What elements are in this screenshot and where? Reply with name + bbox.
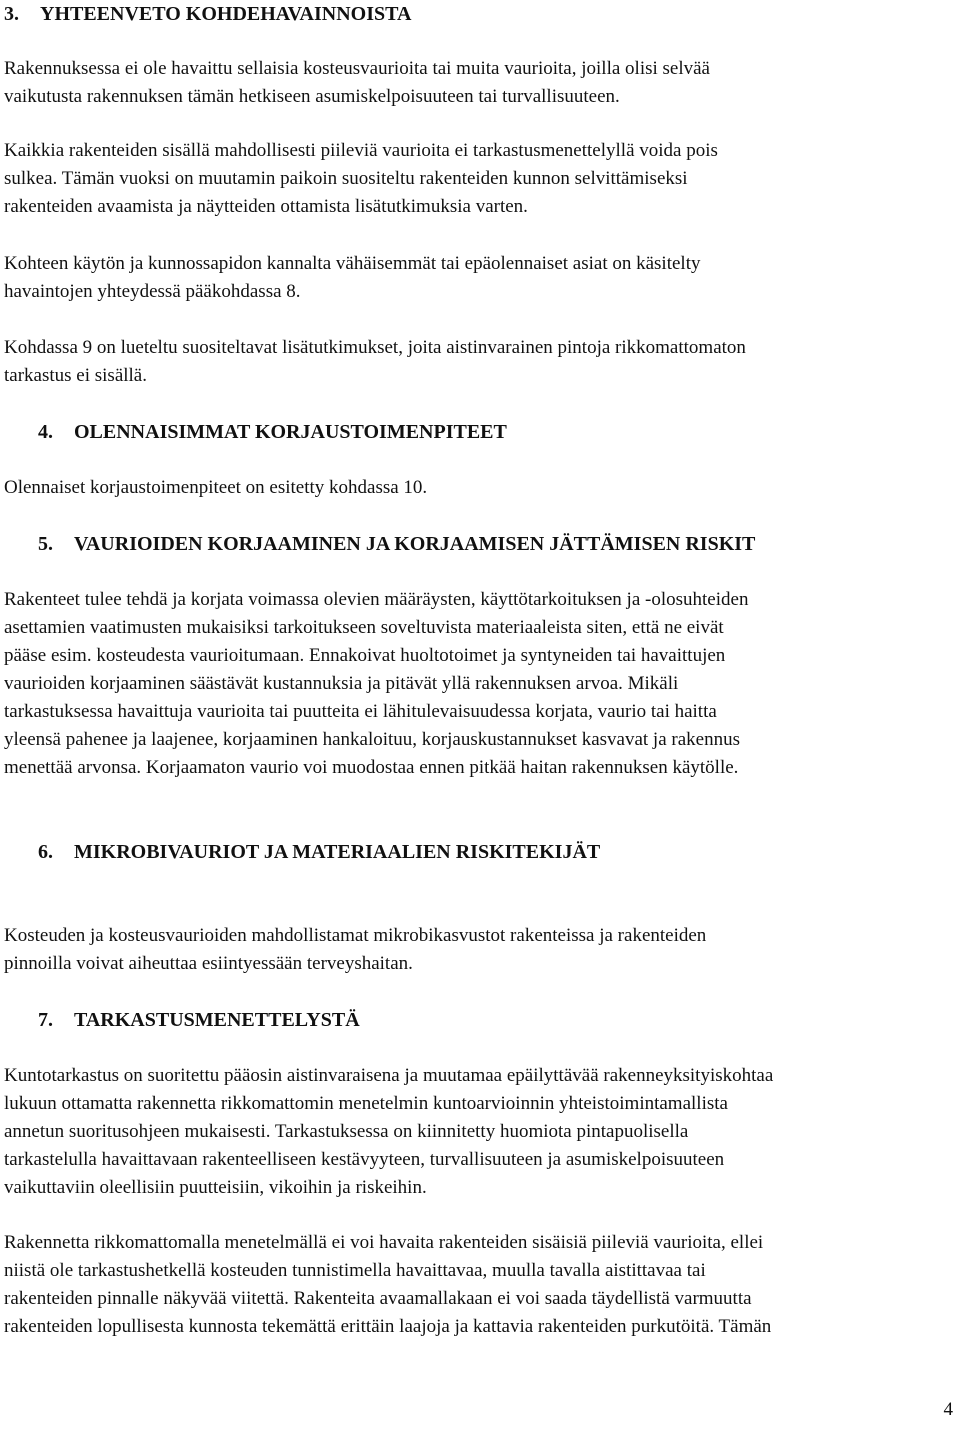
section-6-paragraph-1 bbox=[4, 922, 960, 978]
paragraph-line: sulkea. Tämän vuoksi on muutamin paikoin suositeltu rakenteiden kunnon selvittämiseksi bbox=[4, 168, 688, 189]
section-4-number: 4. bbox=[38, 421, 53, 443]
section-6-title: MIKROBIVAURIOT JA MATERIAALIEN RISKITEKIJÄT bbox=[74, 841, 601, 863]
paragraph-line: havaintojen yhteydessä pääkohdassa 8. bbox=[4, 281, 301, 302]
paragraph-line: Kohdassa 9 on lueteltu suositeltavat lisätutkimukset, joita aistinvarainen pintoja rikkomattomaton bbox=[4, 337, 746, 358]
paragraph-line: tarkastelulla havaittavaan rakenteelliseen kestävyyteen, turvallisuuteen ja asumiskelpoisuuteen bbox=[4, 1149, 725, 1170]
section-7-number: 7. bbox=[38, 1009, 53, 1031]
section-3-title: YHTEENVETO KOHDEHAVAINNOISTA bbox=[40, 3, 412, 25]
section-5-heading bbox=[38, 530, 755, 558]
section-7-heading bbox=[38, 1006, 360, 1034]
paragraph-line: annetun suoritusohjeen mukaisesti. Tarkastuksessa on kiinnitetty huomiota pintapuolisella bbox=[4, 1121, 689, 1142]
section-3-number: 3. bbox=[4, 3, 19, 25]
section-6-number: 6. bbox=[38, 841, 53, 863]
paragraph-line: pääse esim. kosteudesta vaurioitumaan. Ennakoivat huoltotoimet ja syntyneiden tai havaittujen bbox=[4, 645, 726, 666]
paragraph-line: tarkastus ei sisällä. bbox=[4, 365, 147, 386]
section-3-heading bbox=[4, 0, 411, 28]
paragraph-line: vaurioiden korjaaminen säästävät kustannuksia ja pitävät yllä rakennuksen arvoa. Mikäli bbox=[4, 673, 679, 694]
section-7-paragraph-1 bbox=[4, 1062, 960, 1202]
section-7-paragraph-2 bbox=[4, 1229, 960, 1341]
section-5-title: VAURIOIDEN KORJAAMINEN JA KORJAAMISEN JÄTTÄMISEN RISKIT bbox=[74, 533, 756, 555]
paragraph-line: Rakennetta rikkomattomalla menetelmällä ei voi havaita rakenteiden sisäisiä piileviä vaurioita, ellei bbox=[4, 1232, 764, 1253]
section-3-paragraph-4 bbox=[4, 334, 960, 390]
section-7-title: TARKASTUSMENETTELYSTÄ bbox=[74, 1009, 360, 1031]
section-3-paragraph-2 bbox=[4, 137, 960, 221]
paragraph-line: Kosteuden ja kosteusvaurioiden mahdollistamat mikrobikasvustot rakenteissa ja rakenteiden bbox=[4, 925, 707, 946]
paragraph-line: yleensä pahenee ja laajenee, korjaaminen hankaloituu, korjauskustannukset kasvavat ja rakennus bbox=[4, 729, 740, 750]
paragraph-line: rakenteiden lopullisesta kunnosta tekemättä erittäin laajoja ja kattavia rakenteiden purkutöitä. Tämän bbox=[4, 1316, 772, 1337]
paragraph-line: pinnoilla voivat aiheuttaa esiintyessään terveyshaitan. bbox=[4, 953, 413, 974]
paragraph-line: vaikutusta rakennuksen tämän hetkiseen asumiskelpoisuuteen tai turvallisuuteen. bbox=[4, 86, 620, 107]
paragraph-line: Kohteen käytön ja kunnossapidon kannalta vähäisemmät tai epäolennaiset asiat on käsitelty bbox=[4, 253, 701, 274]
paragraph-line: Kaikkia rakenteiden sisällä mahdollisesti piileviä vaurioita ei tarkastusmenettelyllä voida pois bbox=[4, 140, 718, 161]
section-3-paragraph-1 bbox=[4, 55, 960, 111]
paragraph-line: tarkastuksessa havaittuja vaurioita tai puutteita ei lähitulevaisuudessa korjata, vaurio tai haitta bbox=[4, 701, 717, 722]
page-number: 4 bbox=[943, 1399, 953, 1420]
paragraph-line: Kuntotarkastus on suoritettu pääosin aistinvaraisena ja muutamaa epäilyttävää rakenneyksityiskohtaa bbox=[4, 1065, 774, 1086]
section-6-heading bbox=[38, 838, 600, 866]
paragraph-line: rakenteiden pinnalle näkyvää viitettä. Rakenteita avaamallakaan ei voi saada täydellistä varmuutta bbox=[4, 1288, 752, 1309]
paragraph-line: Olennaiset korjaustoimenpiteet on esitetty kohdassa 10. bbox=[4, 477, 428, 498]
paragraph-line: asettamien vaatimusten mukaisiksi tarkoitukseen soveltuvista materiaaleista siten, että ne eivät bbox=[4, 617, 724, 638]
paragraph-line: menettää arvonsa. Korjaamaton vaurio voi muodostaa ennen pitkää haitan rakennuksen käytölle. bbox=[4, 757, 739, 778]
paragraph-line: vaikuttaviin oleellisiin puutteisiin, vikoihin ja riskeihin. bbox=[4, 1177, 427, 1198]
section-5-paragraph-1 bbox=[4, 586, 960, 782]
paragraph-line: Rakennuksessa ei ole havaittu sellaisia kosteusvaurioita tai muita vaurioita, joilla olisi selvää bbox=[4, 58, 710, 79]
section-4-paragraph-1 bbox=[4, 474, 960, 502]
paragraph-line: lukuun ottamatta rakennetta rikkomattomin menetelmin kuntoarvioinnin yhteistoimintamallista bbox=[4, 1093, 728, 1114]
paragraph-line: Rakenteet tulee tehdä ja korjata voimassa olevien määräysten, käyttötarkoituksen ja -olosuhteiden bbox=[4, 589, 749, 610]
paragraph-line: rakenteiden avaamista ja näytteiden ottamista lisätutkimuksia varten. bbox=[4, 196, 528, 217]
paragraph-line: niistä ole tarkastushetkellä kosteuden tunnistimella havaittavaa, muulla tavalla aistittavaa tai bbox=[4, 1260, 706, 1281]
section-5-number: 5. bbox=[38, 533, 53, 555]
section-4-title: OLENNAISIMMAT KORJAUSTOIMENPITEET bbox=[74, 421, 507, 443]
section-3-paragraph-3 bbox=[4, 250, 960, 306]
section-4-heading bbox=[38, 418, 507, 446]
